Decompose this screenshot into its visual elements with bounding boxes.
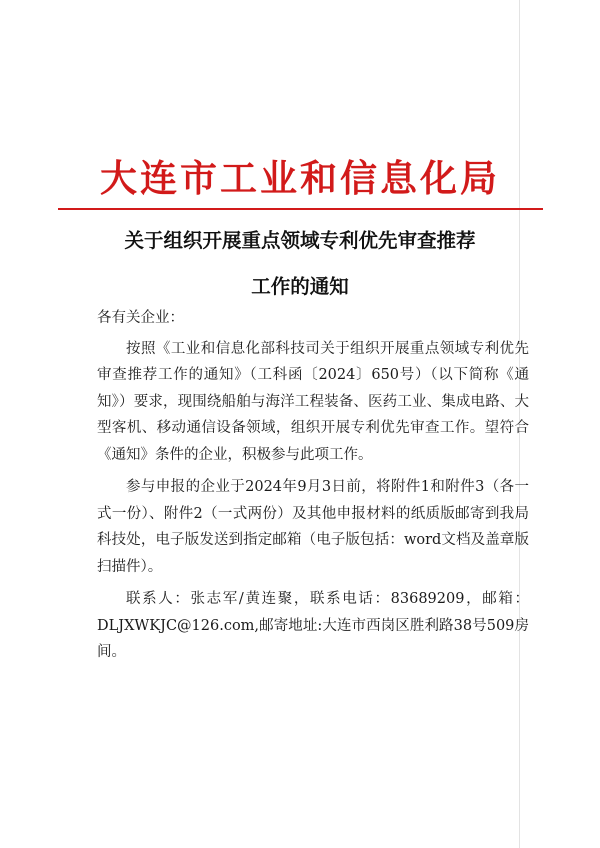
paragraph-requirements: 按照《工业和信息化部科技司关于组织开展重点领域专利优先审查推荐工作的通知》（工科函〔2024〕650号）（以下简称《通知》）要求，现围绕船舶与海洋工程装备、医药工业、集成电路、大型客机、移动通信设备领域，组织开展专利优先审查工作。望符合《通知》条件的企业，积极参与此项工作。 xyxy=(97,340,529,463)
paragraph-contact: 联系人：张志军/黄连聚，联系电话：83689209，邮箱：DLJXWKJC@126.com,邮寄地址:大连市西岗区胜利路38号509房间。 xyxy=(97,591,529,660)
notice-title xyxy=(60,218,540,310)
salutation: 各有关企业： xyxy=(97,310,184,326)
notice-title-line-1: 关于组织开展重点领域专利优先审查推荐 xyxy=(124,229,476,252)
letterhead-divider xyxy=(58,208,543,210)
paragraph-submission: 参与申报的企业于2024年9月3日前，将附件1和附件3（各一式一份）、附件2（一式两份）及其他申报材料的纸质版邮寄到我局科技处，电子版发送到指定邮箱（电子版包括：word文档及盖章版扫描件）。 xyxy=(97,479,529,575)
notice-title-line-2: 工作的通知 xyxy=(251,275,349,298)
letterhead-org-name: 大连市工业和信息化局 xyxy=(100,156,500,200)
notice-body xyxy=(97,305,529,672)
